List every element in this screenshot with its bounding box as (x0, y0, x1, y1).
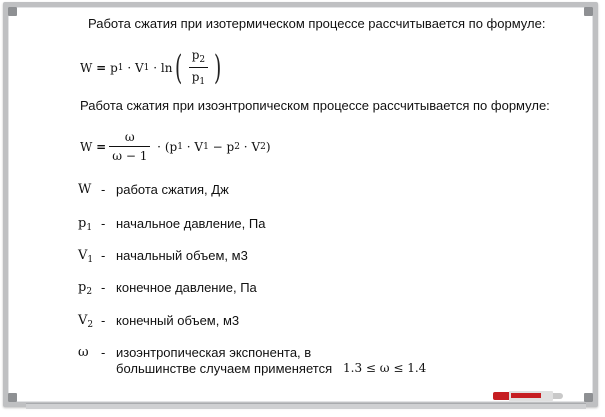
legend-dash: - (101, 280, 106, 295)
formula-symbol: · (127, 60, 132, 75)
formula-symbol: ) (265, 139, 271, 154)
formula-symbol: p (110, 60, 118, 75)
legend-text: конечный объем, м3 (116, 313, 240, 328)
marker-tray (26, 403, 586, 409)
formula-symbol: p (169, 139, 178, 154)
formula-subscript: 2 (199, 55, 206, 65)
legend-dash: - (101, 345, 106, 360)
omega-range: 1.3 ≤ ω ≤ 1.4 (343, 361, 427, 375)
formula-symbol: ln (160, 60, 173, 75)
legend-symbol: $p_2$ (78, 280, 93, 297)
legend-symbol: ω (78, 345, 89, 360)
formula-symbol: ( (164, 139, 170, 154)
legend-dash: - (101, 248, 106, 263)
formula-symbol: p (191, 70, 200, 84)
paren-icon: ) (214, 47, 222, 88)
formula-fraction (109, 130, 150, 163)
frame-corner (8, 393, 17, 402)
frame-corner (584, 393, 593, 402)
formula-symbol: V (251, 139, 261, 154)
formula-symbol: W (80, 139, 93, 154)
legend-text: изоэнтропическая экспонента, в (116, 345, 312, 360)
formula-isothermal (80, 48, 224, 87)
formula-subscript: 2 (260, 141, 266, 152)
legend-symbol: $V_2$ (78, 313, 94, 330)
legend-dash: - (101, 182, 106, 197)
marker-icon (493, 391, 565, 401)
legend-symbol: W (78, 182, 92, 197)
formula-symbol: · (186, 139, 191, 154)
formula-symbol: = (96, 60, 107, 75)
legend-dash: - (101, 216, 106, 231)
formula-symbol: p (226, 139, 235, 154)
formula-subscript: 1 (199, 77, 206, 87)
formula-symbol: V (134, 60, 144, 75)
legend-text: начальное давление, Па (116, 216, 266, 231)
formula-symbol: · (157, 139, 161, 154)
formula-symbol: p (191, 48, 200, 62)
formula-symbol: − (212, 139, 223, 154)
formula-symbol: = (96, 139, 107, 154)
frame-corner (8, 7, 17, 16)
formula-symbol: · (243, 139, 248, 154)
legend-text: большинстве случаем применяется (116, 361, 333, 376)
legend-dash: - (101, 313, 106, 328)
paren-icon: ( (175, 47, 183, 88)
legend-symbol: $p_1$ (78, 216, 93, 233)
formula-symbol: W (80, 60, 93, 75)
formula-symbol: ω (124, 130, 135, 144)
formula-symbol: ω − 1 (109, 146, 150, 163)
frame-corner (584, 7, 593, 16)
heading-isentropic: Работа сжатия при изоэнтропическом процессе рассчитывается по формуле: (80, 98, 550, 113)
formula-isentropic (80, 130, 271, 163)
legend-text: работа сжатия, Дж (116, 182, 229, 197)
formula-subscript: 1 (177, 141, 183, 152)
legend-text: конечное давление, Па (116, 280, 257, 295)
heading-isothermal: Работа сжатия при изотермическом процессе рассчитывается по формуле: (88, 16, 546, 31)
legend-symbol: $V_1$ (78, 248, 94, 265)
formula-fraction (189, 48, 208, 87)
formula-subscript: 1 (203, 141, 209, 152)
legend-text: начальный объем, м3 (116, 248, 248, 263)
formula-subscript: 1 (117, 62, 124, 73)
formula-subscript: 1 (143, 62, 150, 73)
formula-symbol: · (153, 60, 158, 75)
formula-subscript: 2 (234, 141, 240, 152)
formula-symbol: V (194, 139, 204, 154)
